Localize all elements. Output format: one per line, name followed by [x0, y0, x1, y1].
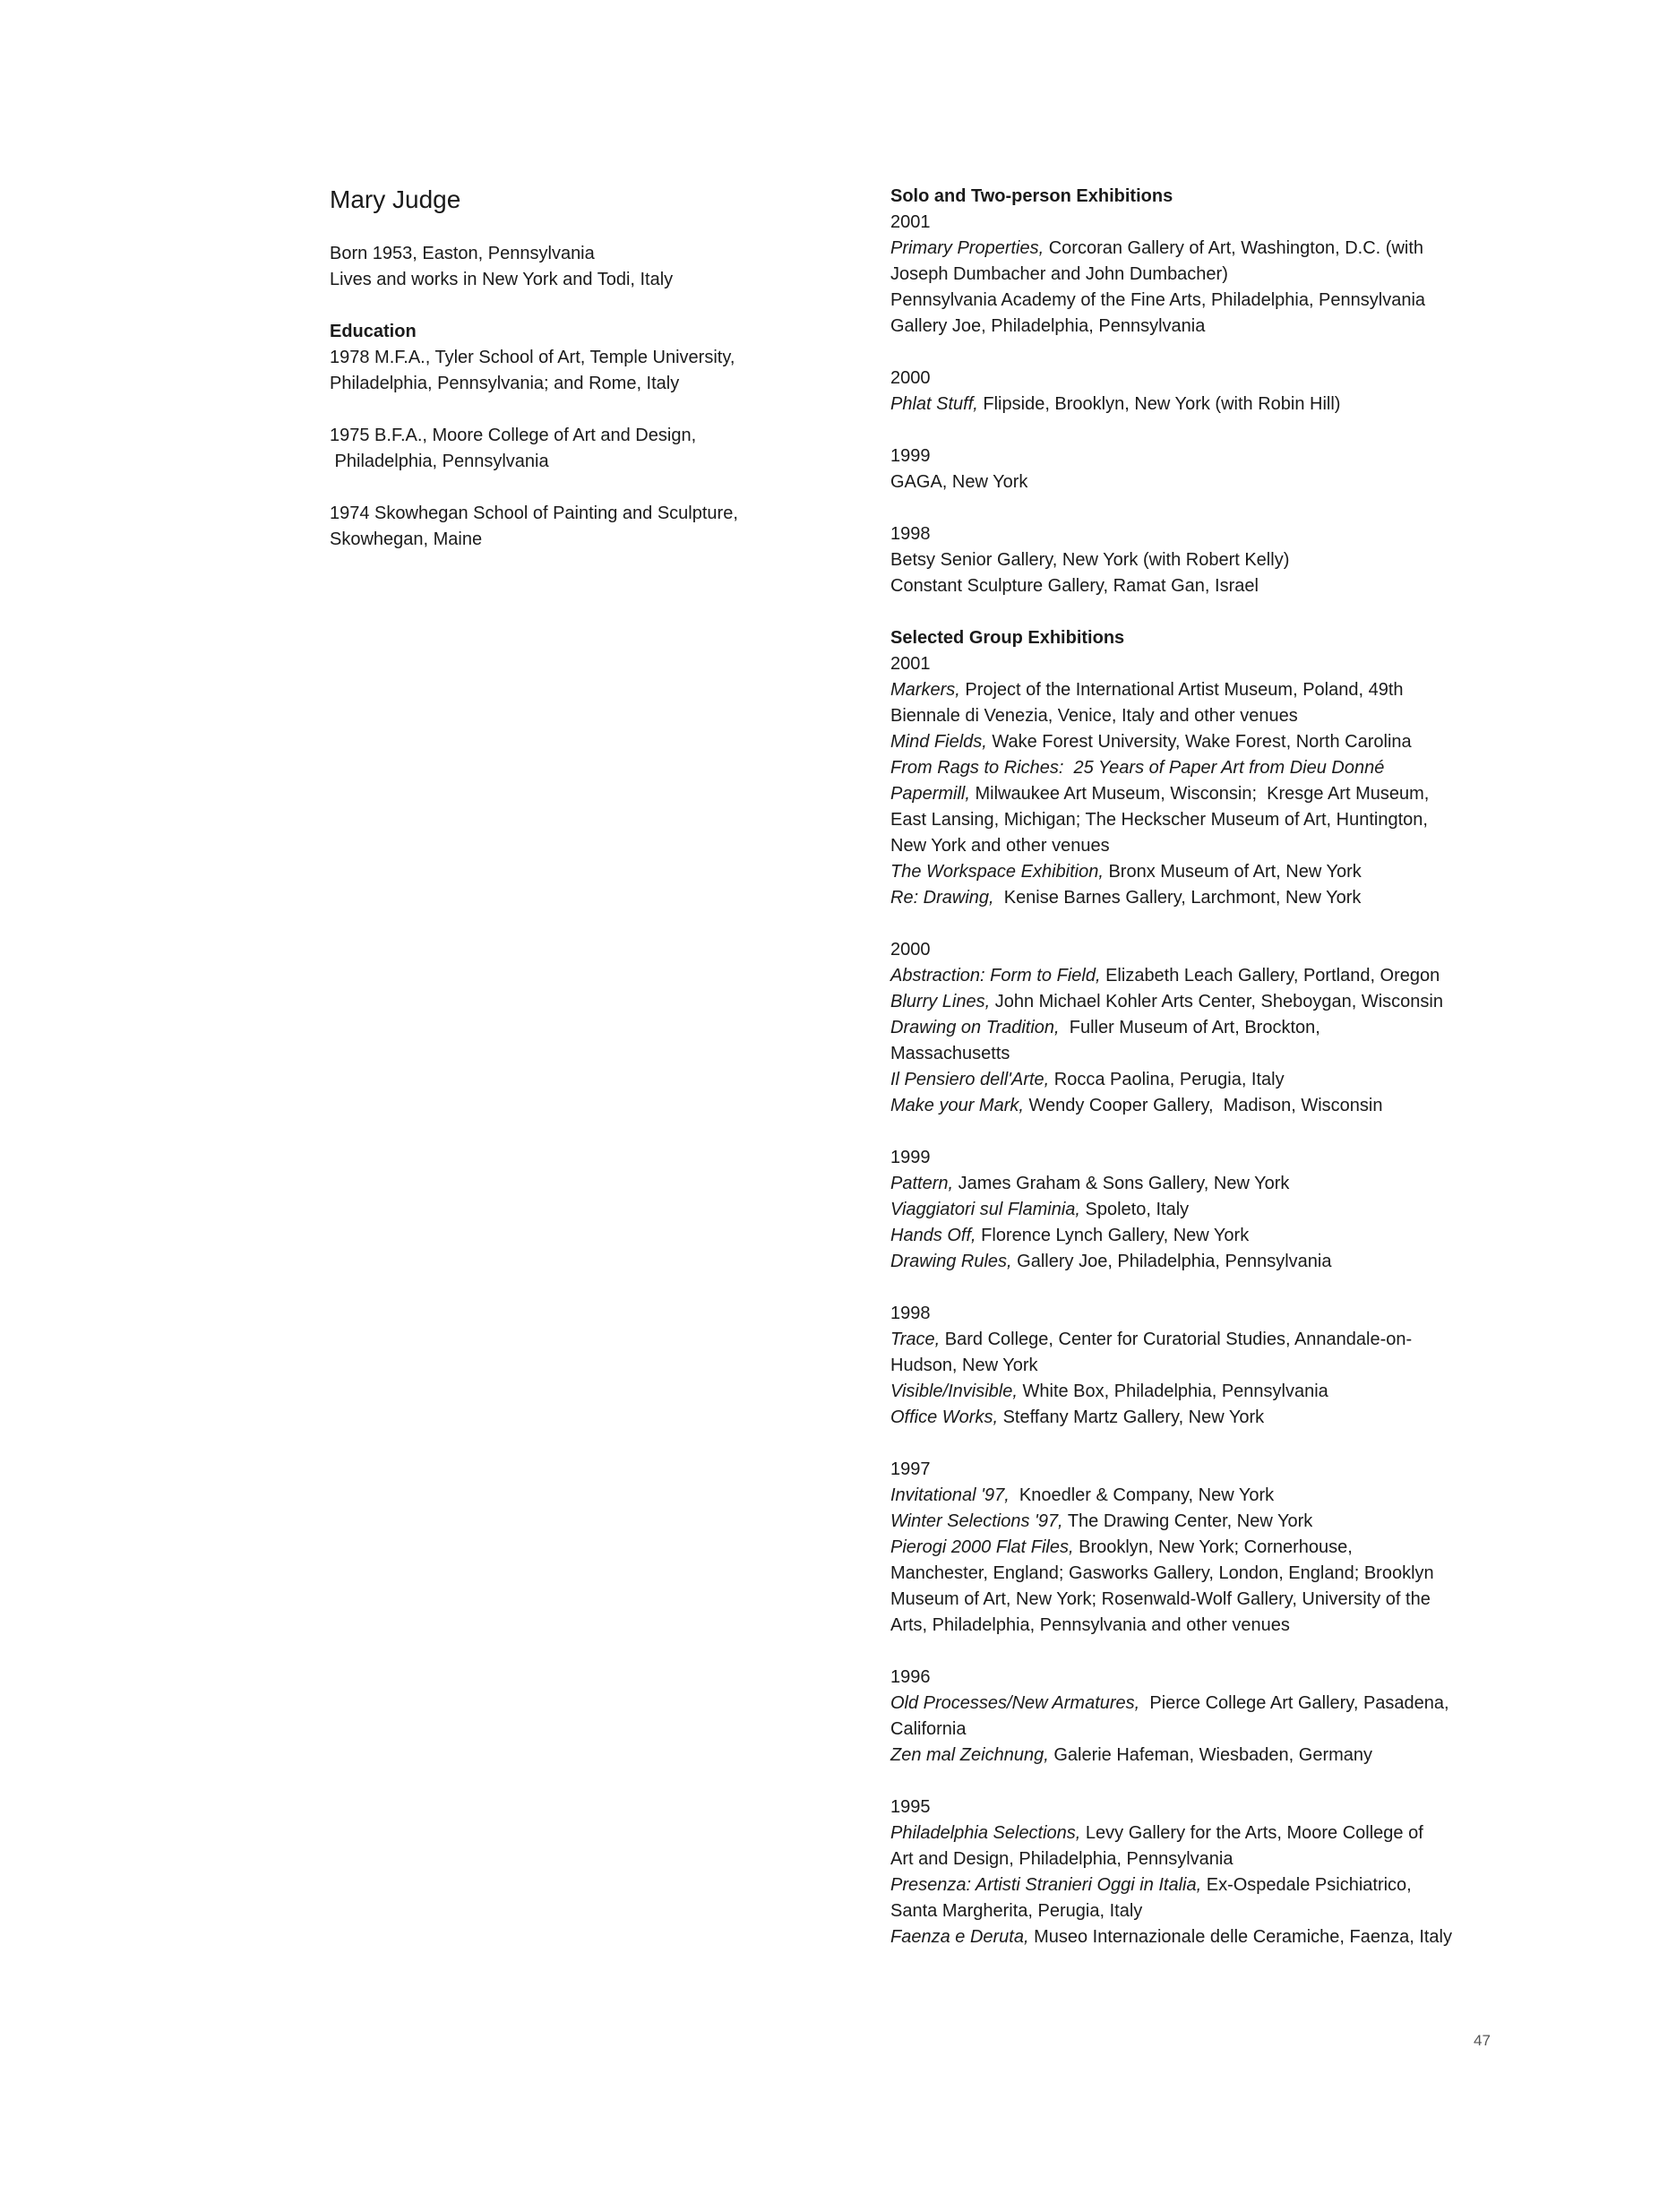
exhibition-line: [890, 1613, 1437, 1639]
year-label: 2000: [890, 940, 931, 960]
exhibition-line: [890, 1093, 1437, 1119]
exhibition-detail: Brooklyn, New York; Cornerhouse,: [1073, 1537, 1353, 1557]
exhibition-detail: Project of the International Artist Museum, Poland, 49th: [959, 680, 1404, 700]
exhibition-detail: Fuller Museum of Art, Brockton,: [1059, 1018, 1320, 1037]
exhibition-detail: New York and other venues: [890, 836, 1110, 856]
exhibition-line: [890, 1223, 1437, 1249]
year-label: 1999: [890, 446, 931, 466]
exhibition-title: Presenza: Artisti Stranieri Oggi in Italia,: [890, 1875, 1202, 1895]
exhibition-detail: Spoleto, Italy: [1079, 1200, 1190, 1219]
exhibition-detail: Gallery Joe, Philadelphia, Pennsylvania: [890, 316, 1206, 336]
exhibition-detail: Museum of Art, New York; Rosenwald-Wolf Gallery, University of the: [890, 1589, 1431, 1609]
bio-line: Born 1953, Easton, Pennsylvania: [330, 244, 595, 263]
exhibition-title: Blurry Lines,: [890, 992, 991, 1011]
exhibition-detail: Art and Design, Philadelphia, Pennsylvania: [890, 1849, 1234, 1869]
exhibition-line: [890, 1820, 1437, 1846]
exhibition-title: Office Works,: [890, 1407, 999, 1427]
exhibition-title: Pattern,: [890, 1174, 954, 1193]
exhibition-detail: Joseph Dumbacher and John Dumbacher): [890, 264, 1228, 284]
exhibition-detail: Gallery Joe, Philadelphia, Pennsylvania: [1011, 1252, 1332, 1271]
exhibition-line: [890, 1587, 1437, 1613]
exhibition-line: [890, 963, 1440, 989]
exhibition-title: Primary Properties,: [890, 238, 1044, 258]
exhibition-detail: Milwaukee Art Museum, Wisconsin; Kresge Art Museum,: [969, 784, 1430, 804]
exhibition-title: Re: Drawing,: [890, 888, 994, 908]
exhibition-detail: Pennsylvania Academy of the Fine Arts, Philadelphia, Pennsylvania: [890, 290, 1426, 310]
exhibition-title: Papermill,: [890, 784, 970, 804]
exhibition-detail: Galerie Hafeman, Wiesbaden, Germany: [1048, 1745, 1373, 1765]
exhibition-detail: Steffany Martz Gallery, New York: [998, 1407, 1265, 1427]
education-entry: [330, 501, 831, 553]
exhibition-detail: East Lansing, Michigan; The Heckscher Museum of Art, Huntington,: [890, 810, 1428, 830]
exhibition-detail: Ex-Ospedale Psichiatrico,: [1201, 1875, 1412, 1895]
exhibition-title: Visible/Invisible,: [890, 1381, 1018, 1401]
exhibition-title: Zen mal Zeichnung,: [890, 1745, 1049, 1765]
exhibition-detail: Knoedler & Company, New York: [1009, 1485, 1275, 1505]
year-label: 2000: [890, 368, 931, 388]
exhibition-line: [890, 1691, 1449, 1717]
exhibition-line: [890, 573, 1437, 599]
exhibition-title: From Rags to Riches: 25 Years of Paper Art from Dieu Donné: [890, 758, 1385, 778]
exhibition-title: Il Pensiero dell'Arte,: [890, 1070, 1050, 1089]
year-label: 2001: [890, 654, 931, 674]
exhibition-line: [890, 1743, 1437, 1769]
exhibition-line: [890, 1483, 1437, 1509]
education-line: 1978 M.F.A., Tyler School of Art, Temple University,: [330, 348, 735, 367]
exhibition-line: [890, 288, 1437, 314]
exhibition-line: [890, 1924, 1453, 1950]
exhibition-line: [890, 833, 1437, 859]
exhibition-detail: Wendy Cooper Gallery, Madison, Wisconsin: [1023, 1096, 1383, 1115]
exhibition-detail: GAGA, New York: [890, 472, 1028, 492]
exhibitions-column: [890, 184, 1453, 1950]
exhibition-line: [890, 547, 1437, 573]
exhibition-title: Mind Fields,: [890, 732, 987, 752]
exhibition-title: Invitational '97,: [890, 1485, 1010, 1505]
exhibition-detail: Levy Gallery for the Arts, Moore College of: [1080, 1823, 1423, 1843]
exhibition-line: [890, 989, 1443, 1015]
year-label: 1996: [890, 1667, 931, 1687]
artist-name: Mary Judge: [330, 185, 461, 213]
exhibition-title: Old Processes/New Armatures,: [890, 1693, 1140, 1713]
exhibition-line: [890, 314, 1437, 340]
exhibition-detail: California: [890, 1719, 967, 1739]
exhibition-title: Philadelphia Selections,: [890, 1823, 1081, 1843]
exhibition-title: Faenza e Deruta,: [890, 1927, 1029, 1947]
exhibition-detail: Manchester, England; Gasworks Gallery, London, England; Brooklyn: [890, 1563, 1434, 1583]
exhibition-line: [890, 781, 1437, 807]
education-line: Skowhegan, Maine: [330, 529, 483, 549]
exhibition-line: [890, 1015, 1437, 1041]
exhibition-detail: Wake Forest University, Wake Forest, North Carolina: [986, 732, 1412, 752]
left-column: [330, 184, 831, 553]
year-label: 1998: [890, 1304, 931, 1323]
exhibition-line: [890, 1405, 1437, 1431]
exhibition-title: Phlat Stuff,: [890, 394, 978, 414]
education-line: Philadelphia, Pennsylvania: [330, 452, 549, 471]
exhibition-title: Hands Off,: [890, 1226, 976, 1245]
exhibition-detail: Kenise Barnes Gallery, Larchmont, New York: [993, 888, 1362, 908]
exhibition-detail: John Michael Kohler Arts Center, Sheboygan, Wisconsin: [990, 992, 1443, 1011]
exhibition-detail: Biennale di Venezia, Venice, Italy and other venues: [890, 706, 1298, 726]
exhibition-title: Viaggiatori sul Flaminia,: [890, 1200, 1080, 1219]
exhibition-line: [890, 1535, 1437, 1561]
exhibition-line: [890, 1561, 1437, 1587]
exhibition-line: [890, 677, 1437, 703]
exhibition-detail: Constant Sculpture Gallery, Ramat Gan, Israel: [890, 576, 1259, 596]
year-label: 1999: [890, 1148, 931, 1167]
exhibition-line: [890, 469, 1437, 495]
exhibition-title: Markers,: [890, 680, 960, 700]
exhibition-line: [890, 1717, 1437, 1743]
exhibition-detail: Santa Margherita, Perugia, Italy: [890, 1901, 1143, 1921]
exhibition-detail: Elizabeth Leach Gallery, Portland, Oregon: [1100, 966, 1440, 986]
exhibition-line: [890, 262, 1437, 288]
exhibition-line: [890, 859, 1437, 885]
exhibition-title: Winter Selections '97,: [890, 1511, 1063, 1531]
section-heading: Solo and Two-person Exhibitions: [890, 186, 1173, 206]
exhibition-detail: Betsy Senior Gallery, New York (with Robert Kelly): [890, 550, 1290, 570]
exhibition-detail: White Box, Philadelphia, Pennsylvania: [1017, 1381, 1328, 1401]
exhibition-line: [890, 1846, 1437, 1872]
exhibition-detail: James Graham & Sons Gallery, New York: [953, 1174, 1290, 1193]
bio-line: Lives and works in New York and Todi, Italy: [330, 270, 674, 289]
exhibition-line: [890, 1898, 1437, 1924]
exhibition-line: [890, 755, 1437, 781]
exhibition-detail: Arts, Philadelphia, Pennsylvania and other venues: [890, 1615, 1290, 1635]
section-heading: Selected Group Exhibitions: [890, 628, 1125, 648]
exhibition-line: [890, 807, 1437, 833]
exhibition-detail: Massachusetts: [890, 1044, 1010, 1063]
exhibition-detail: Bard College, Center for Curatorial Studies, Annandale-on-: [940, 1330, 1413, 1349]
education-line: 1974 Skowhegan School of Painting and Sculpture,: [330, 504, 738, 523]
exhibition-line: [890, 1509, 1437, 1535]
exhibition-detail: Rocca Paolina, Perugia, Italy: [1049, 1070, 1285, 1089]
exhibition-line: [890, 236, 1437, 262]
education-heading: Education: [330, 322, 417, 341]
exhibition-detail: Flipside, Brooklyn, New York (with Robin Hill): [977, 394, 1341, 414]
exhibition-line: [890, 729, 1437, 755]
exhibition-line: [890, 1872, 1437, 1898]
exhibition-detail: The Drawing Center, New York: [1062, 1511, 1313, 1531]
exhibition-detail: Bronx Museum of Art, New York: [1103, 862, 1362, 882]
year-label: 2001: [890, 212, 931, 232]
year-label: 1998: [890, 524, 931, 544]
exhibition-detail: Corcoran Gallery of Art, Washington, D.C. (with: [1044, 238, 1424, 258]
exhibition-line: [890, 1171, 1437, 1197]
exhibition-title: Abstraction: Form to Field,: [890, 966, 1101, 986]
exhibition-line: [890, 885, 1437, 911]
education-line: Philadelphia, Pennsylvania; and Rome, Italy: [330, 374, 680, 393]
year-label: 1995: [890, 1797, 931, 1817]
exhibition-line: [890, 1067, 1437, 1093]
exhibition-detail: Florence Lynch Gallery, New York: [976, 1226, 1250, 1245]
education-line: 1975 B.F.A., Moore College of Art and Design,: [330, 426, 697, 445]
exhibition-line: [890, 392, 1437, 417]
exhibition-title: Pierogi 2000 Flat Files,: [890, 1537, 1074, 1557]
exhibition-line: [890, 1353, 1437, 1379]
exhibition-title: The Workspace Exhibition,: [890, 862, 1104, 882]
exhibition-title: Drawing Rules,: [890, 1252, 1012, 1271]
exhibition-title: Make your Mark,: [890, 1096, 1024, 1115]
exhibition-line: [890, 703, 1437, 729]
exhibition-line: [890, 1327, 1437, 1353]
exhibition-title: Drawing on Tradition,: [890, 1018, 1060, 1037]
exhibition-detail: Hudson, New York: [890, 1356, 1038, 1375]
exhibition-detail: Museo Internazionale delle Ceramiche, Faenza, Italy: [1028, 1927, 1453, 1947]
exhibition-detail: Pierce College Art Gallery, Pasadena,: [1139, 1693, 1449, 1713]
year-label: 1997: [890, 1459, 931, 1479]
exhibition-line: [890, 1249, 1437, 1275]
education-entry: [330, 423, 831, 475]
exhibition-line: [890, 1197, 1437, 1223]
page-number: 47: [1474, 2032, 1491, 2049]
exhibition-line: [890, 1041, 1437, 1067]
exhibition-line: [890, 1379, 1437, 1405]
exhibition-title: Trace,: [890, 1330, 941, 1349]
education-entry: [330, 345, 831, 397]
